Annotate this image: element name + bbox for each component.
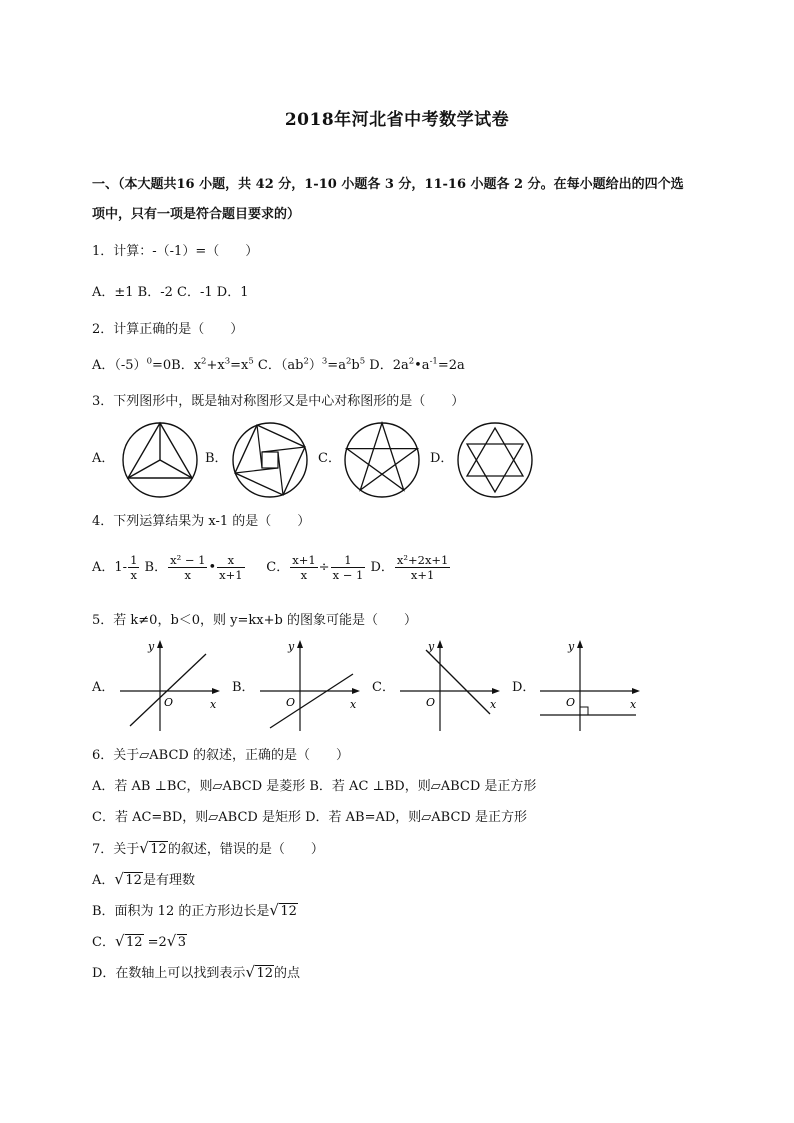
svg-text:y: y	[288, 640, 295, 653]
q5-graph-c	[398, 638, 503, 733]
question-6-options-line2: C．若 AC=BD，则▱ABCD 是矩形 D．若 AB=AD，则▱ABCD 是正方形	[92, 810, 527, 825]
q3-label-d: D．	[430, 451, 454, 466]
svg-text:x: x	[350, 698, 357, 711]
question-6-options-line1: A．若 AB ⊥BC，则▱ABCD 是菱形 B．若 AC ⊥BD，则▱ABCD 是正方形	[92, 779, 537, 794]
q3-figure-a	[120, 420, 200, 500]
svg-text:O: O	[426, 696, 436, 709]
question-5-stem: 5．若 k≠0，b＜0，则 y=kx+b 的图象可能是（ ）	[92, 613, 417, 628]
svg-text:y: y	[428, 640, 435, 653]
section-header-line2: 项中，只有一项是符合题目要求的）	[92, 207, 301, 222]
q5-label-b: B．	[232, 680, 255, 695]
svg-text:y: y	[568, 640, 575, 653]
question-2-stem: 2．计算正确的是（ ）	[92, 322, 244, 337]
svg-text:x: x	[490, 698, 497, 711]
svg-text:O: O	[164, 696, 174, 709]
q5-label-c: C．	[372, 680, 395, 695]
question-7-option-a: A． √ 12是有理数	[92, 870, 195, 888]
svg-text:y: y	[148, 640, 155, 653]
q3-label-b: B．	[205, 451, 228, 466]
question-7-option-c: C． √ 12 =2 √ 3	[92, 932, 187, 950]
question-3-stem: 3．下列图形中，既是轴对称图形又是中心对称图形的是（ ）	[92, 394, 465, 409]
q5-graph-b	[258, 638, 363, 733]
question-4-stem: 4．下列运算结果为 x-1 的是（ ）	[92, 514, 311, 529]
question-2-options: A．$(-5)^0=0B$．$x^2+x^3=x^5$ C．$(ab^2)^3=a^2b^5$ D．$2a^2•a^{-1}=2a$	[92, 356, 465, 373]
question-1-options: A．±1 B．-2 C．-1 D．1	[92, 285, 249, 300]
svg-text:x: x	[630, 698, 637, 711]
q3-figure-c	[342, 420, 422, 500]
q3-label-a: A．	[92, 451, 115, 466]
q3-figure-d	[455, 420, 535, 500]
question-4-options: A．1- $\frac{1}{x}$ B． $\frac{\text{x² − 1}}{x}$ • $\frac{x}{x+1}$ C． $\frac{x+1}{x}$ ÷ $\frac{1}{x - 1}$ D． $\frac{\text{x²+2x+1}}{x+1}$	[92, 553, 449, 582]
svg-text:O: O	[286, 696, 296, 709]
question-1-stem: 1．计算：-（-1）=（ ）	[92, 244, 259, 259]
page-title: 2018年河北省中考数学试卷	[284, 110, 510, 130]
svg-text:O: O	[566, 696, 576, 709]
svg-text:x: x	[210, 698, 217, 711]
question-7-option-b: B．面积为 12 的正方形边长是 √ 12	[92, 901, 297, 919]
question-7-stem: 7．关于 √ 12的叙述，错误的是（ ）	[92, 839, 324, 857]
question-6-stem: 6．关于▱ABCD 的叙述，正确的是（ ）	[92, 748, 349, 763]
section-header-line1: 一、（本大题共16 小题，共 42 分，1-10 小题各 3 分，11-16 小题各 2 分。在每小题给出的四个选	[92, 177, 684, 192]
question-7-option-d: D．在数轴上可以找到表示 √ 12的点	[92, 963, 300, 981]
q5-graph-d	[538, 638, 643, 733]
q5-label-d: D．	[512, 680, 536, 695]
q3-label-c: C．	[318, 451, 341, 466]
q5-graph-a	[118, 638, 223, 733]
q5-label-a: A．	[92, 680, 115, 695]
q3-figure-b	[230, 420, 310, 500]
